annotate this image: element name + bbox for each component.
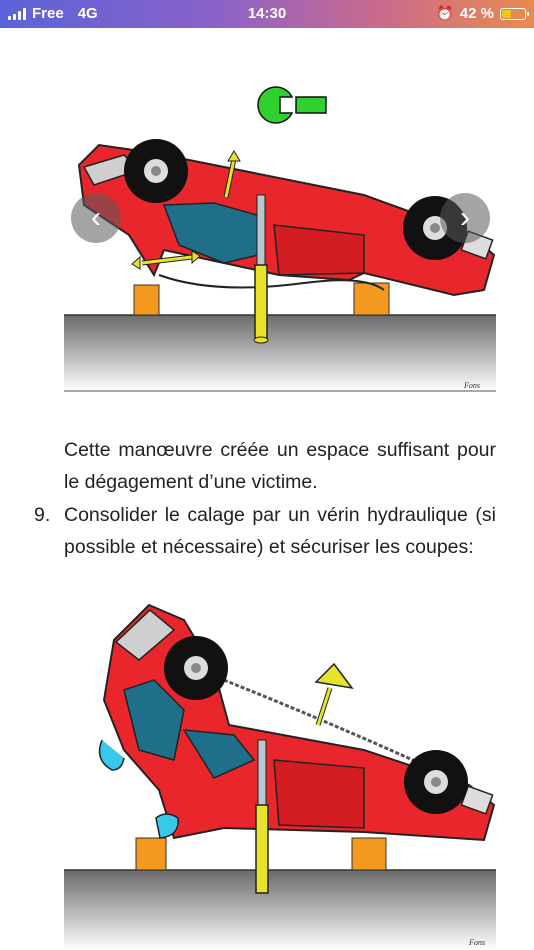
- carousel-prev-button[interactable]: [71, 193, 121, 243]
- illustration-car-lifted: [64, 85, 496, 395]
- carousel-next-button[interactable]: [440, 193, 490, 243]
- illustration-car-secured: [64, 600, 496, 950]
- signature-logo: Fons: [464, 381, 480, 390]
- wrench-tool-icon: [258, 87, 326, 123]
- alarm-icon: ⏰: [436, 5, 454, 21]
- wheel-front: [164, 636, 228, 700]
- wedge-right: [354, 283, 389, 315]
- step-text: Consolider le calage par un vérin hydraulique (si possible et nécessaire) et sécuriser les coupes:: [64, 504, 496, 558]
- ground: [64, 315, 496, 391]
- wedge-left: [136, 838, 166, 870]
- network-type: 4G: [77, 5, 98, 22]
- battery-icon: [500, 8, 526, 20]
- wheel-rear: [404, 750, 468, 814]
- step-number: 9.: [34, 504, 51, 526]
- chevron-right-icon: ›: [460, 201, 470, 234]
- ground: [64, 870, 496, 950]
- arrow-up-icon: [316, 664, 352, 725]
- wedge-left: [134, 285, 159, 315]
- wheel-front: [124, 139, 188, 203]
- battery-percent: 42 %: [459, 5, 494, 22]
- status-right: [436, 5, 526, 22]
- carrier-name: Free: [32, 5, 64, 22]
- signature-logo: Fons: [469, 938, 485, 947]
- clock: 14:30: [247, 5, 287, 22]
- status-bar: [0, 0, 534, 28]
- paragraph-text: Cette manœuvre créée un espace suffisant pour le dégagement d’une victime.: [64, 439, 496, 493]
- chevron-left-icon: ‹: [91, 201, 101, 234]
- hydraulic-jack: [256, 740, 268, 893]
- wedge-right: [352, 838, 386, 870]
